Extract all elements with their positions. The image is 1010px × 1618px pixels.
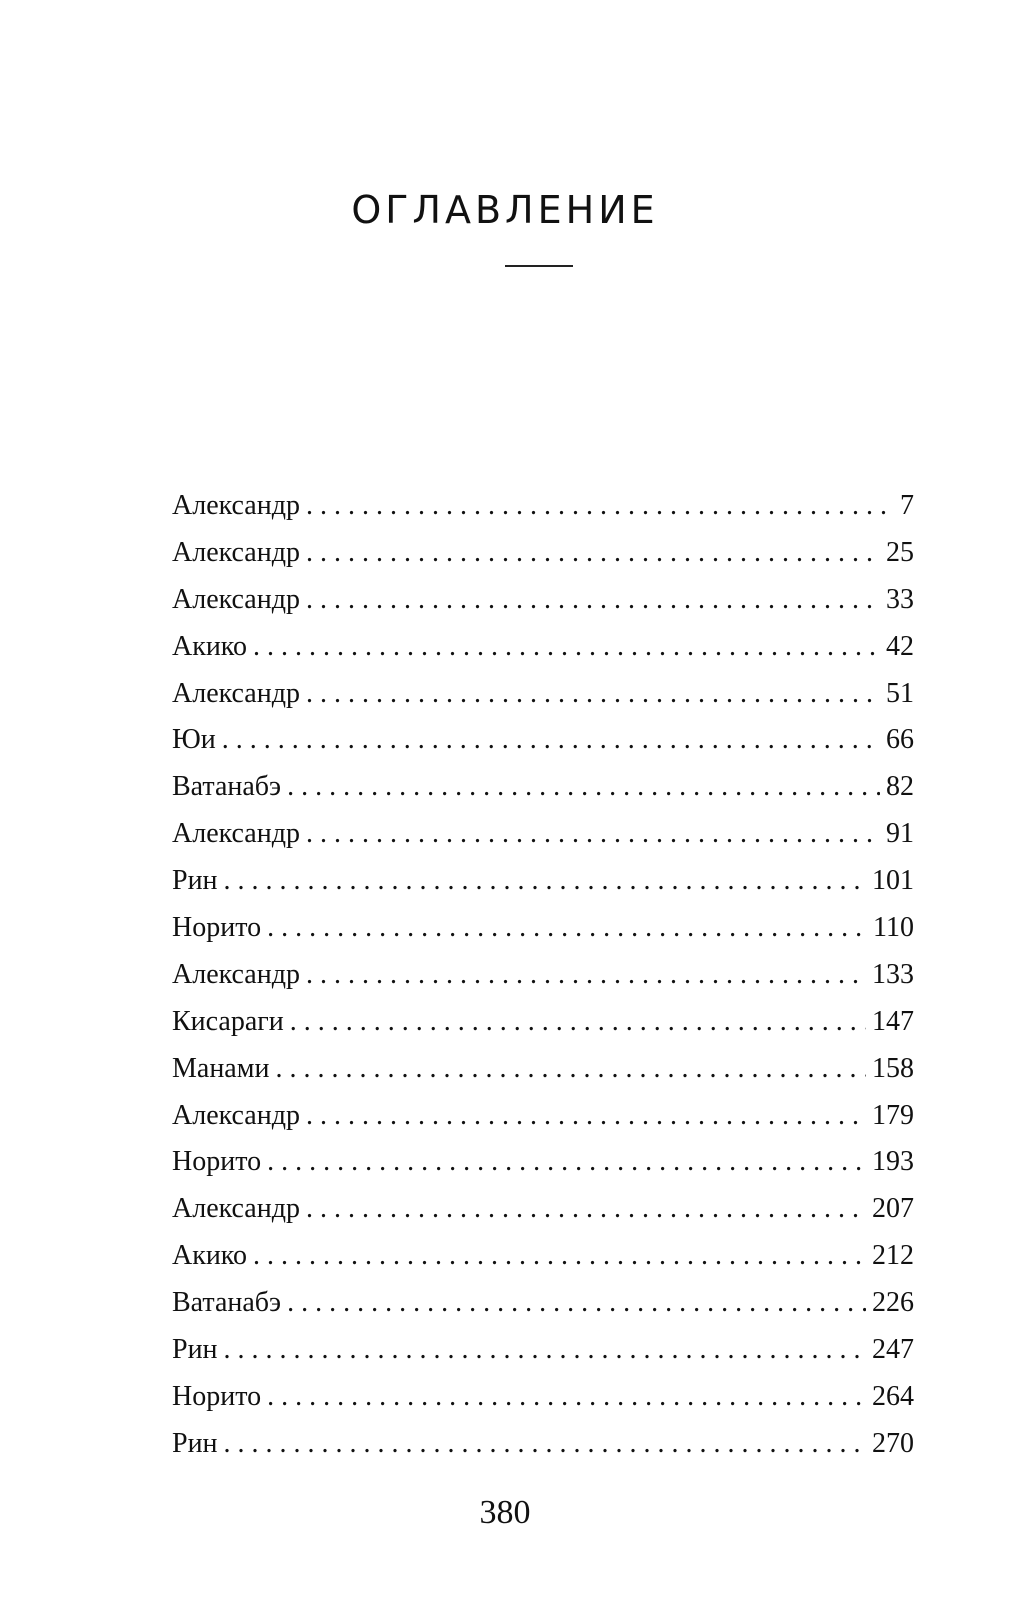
dot-leader [306, 959, 866, 991]
toc-entry-title: Александр [172, 490, 300, 521]
toc-entry [172, 584, 914, 631]
dot-leader [253, 1240, 866, 1272]
toc-entry-page: 212 [872, 1240, 914, 1272]
toc-entry-page: 25 [886, 536, 914, 568]
toc-entry-page: 51 [886, 677, 914, 709]
toc-entry-title: Акико [172, 1240, 247, 1272]
toc-entry [172, 771, 914, 818]
toc-entry [172, 1146, 914, 1193]
toc-entry-page: 247 [872, 1334, 914, 1366]
toc-entry-page: 207 [872, 1193, 914, 1225]
dot-leader [287, 771, 880, 803]
title-underline [505, 265, 573, 267]
toc-entry [172, 1053, 914, 1100]
toc-entry-page: 226 [872, 1287, 914, 1319]
toc-entry [172, 1240, 914, 1287]
toc-entry-page: 66 [886, 724, 914, 756]
toc-entry-title: Ватанабэ [172, 1287, 282, 1319]
toc-entry [172, 1287, 914, 1334]
toc-entry-page: 42 [886, 630, 914, 662]
toc-entry [172, 959, 914, 1006]
toc-entry-title: Александр [172, 583, 300, 615]
toc-entry-title: Рин [172, 865, 218, 897]
toc-entry [172, 1100, 914, 1147]
toc-entry-title: Александр [172, 536, 300, 568]
dot-leader [290, 1006, 866, 1038]
toc-entry [172, 724, 914, 771]
dot-leader [267, 1146, 866, 1178]
toc-entry-title: Юи [172, 724, 216, 756]
toc-entry-title: Кисараги [172, 1005, 284, 1037]
toc-entry [172, 1428, 914, 1475]
dot-leader [306, 537, 880, 569]
dot-leader [267, 1381, 866, 1413]
dot-leader [275, 1053, 866, 1085]
dot-leader [224, 865, 866, 897]
toc-entry-page: 179 [872, 1099, 914, 1131]
toc-entry [172, 1334, 914, 1381]
toc-entry [172, 490, 914, 537]
toc-entry-title: Рин [172, 1334, 218, 1366]
toc-entry-title: Рин [172, 1427, 218, 1459]
dot-leader [224, 1428, 866, 1460]
toc-entry-page: 82 [886, 771, 914, 803]
toc-entry-title: Александр [172, 677, 300, 709]
toc-entry [172, 912, 914, 959]
dot-leader [287, 1287, 866, 1319]
dot-leader [222, 724, 880, 756]
dot-leader [224, 1334, 866, 1366]
toc-entry-title: Ватанабэ [172, 771, 282, 803]
toc-entry-title: Норито [172, 912, 262, 944]
toc-entry [172, 537, 914, 584]
toc-entry [172, 818, 914, 865]
toc-entry [172, 865, 914, 912]
dot-leader [306, 818, 880, 850]
toc-entry [172, 1006, 914, 1053]
toc-entry-page: 91 [886, 818, 914, 850]
toc-entry-page: 7 [900, 490, 914, 521]
toc-entry-title: Норито [172, 1146, 262, 1178]
dot-leader [306, 1100, 866, 1132]
toc-entry-page: 158 [872, 1052, 914, 1084]
toc-entry-page: 101 [872, 865, 914, 897]
toc-entry-title: Александр [172, 1099, 300, 1131]
toc-entry [172, 1193, 914, 1240]
toc-entry-title: Александр [172, 958, 300, 990]
toc-entry-title: Александр [172, 1193, 300, 1225]
toc-entry [172, 631, 914, 678]
toc-entry [172, 1381, 914, 1428]
toc-entry-title: Акико [172, 630, 247, 662]
toc-entry-page: 110 [873, 912, 914, 944]
toc-entry-page: 133 [872, 958, 914, 990]
dot-leader [306, 490, 888, 522]
dot-leader [306, 584, 880, 616]
toc-entry [172, 678, 914, 725]
dot-leader [267, 912, 867, 944]
dot-leader [306, 678, 880, 710]
toc-entry-title: Манами [172, 1052, 270, 1084]
table-of-contents [172, 490, 914, 1475]
toc-entry-page: 193 [872, 1146, 914, 1178]
toc-entry-title: Норито [172, 1380, 262, 1412]
toc-entry-page: 264 [872, 1380, 914, 1412]
page-number: 380 [479, 1494, 531, 1531]
toc-entry-page: 270 [872, 1427, 914, 1459]
dot-leader [253, 631, 880, 663]
toc-entry-page: 147 [872, 1005, 914, 1037]
dot-leader [306, 1193, 866, 1225]
toc-entry-title: Александр [172, 818, 300, 850]
page-title: ОГЛАВЛЕНИЕ [351, 188, 659, 232]
toc-entry-page: 33 [886, 583, 914, 615]
